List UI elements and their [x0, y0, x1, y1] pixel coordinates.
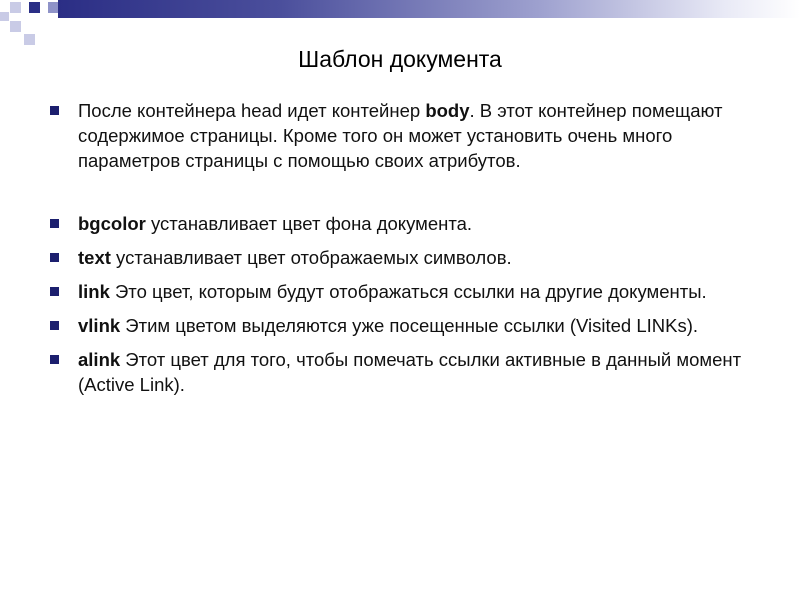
attribute-bullet-alink [48, 347, 768, 397]
attribute-description: Этим цветом выделяются уже посещенные ссылки (Visited LINKs). [120, 315, 699, 336]
attribute-description: устанавливает цвет отображаемых символов. [110, 247, 512, 268]
square-bullet-icon [50, 219, 59, 228]
decor-square [10, 2, 21, 13]
square-bullet-icon [50, 106, 59, 115]
square-bullet-icon [50, 287, 59, 296]
attribute-name: vlink [78, 315, 121, 336]
slide-title: Шаблон документа [298, 46, 502, 72]
square-bullet-icon [50, 355, 59, 364]
bullet-list [48, 98, 768, 406]
square-bullet-icon [50, 321, 59, 330]
attribute-bullet-bgcolor [48, 211, 768, 236]
square-bullet-icon [50, 253, 59, 262]
attribute-description: Это цвет, которым будут отображаться ссылки на другие документы. [109, 281, 707, 302]
attribute-name: alink [78, 349, 121, 370]
attribute-name: bgcolor [78, 213, 146, 234]
decor-square [24, 34, 35, 45]
intro-text-before: После контейнера head идет контейнер [78, 100, 426, 121]
intro-text-after: . В этот контейнер помещают содержимое страницы. Кроме того он может установить очень много параметров страницы с помощью своих атрибутов. [78, 100, 723, 171]
decor-square [29, 2, 40, 13]
attribute-description: устанавливает цвет фона документа. [145, 213, 473, 234]
decor-square [0, 12, 9, 21]
top-gradient-bar [58, 0, 800, 18]
attribute-bullet-vlink [48, 313, 768, 338]
intro-keyword: body [425, 100, 470, 121]
attribute-name: link [78, 281, 110, 302]
attribute-bullet-link [48, 279, 768, 304]
intro-bullet [48, 98, 768, 173]
attribute-name: text [78, 247, 111, 268]
attribute-bullet-text [48, 245, 768, 270]
attribute-description: Этот цвет для того, чтобы помечать ссылки активные в данный момент (Active Link). [78, 349, 742, 395]
decor-square [10, 21, 21, 32]
